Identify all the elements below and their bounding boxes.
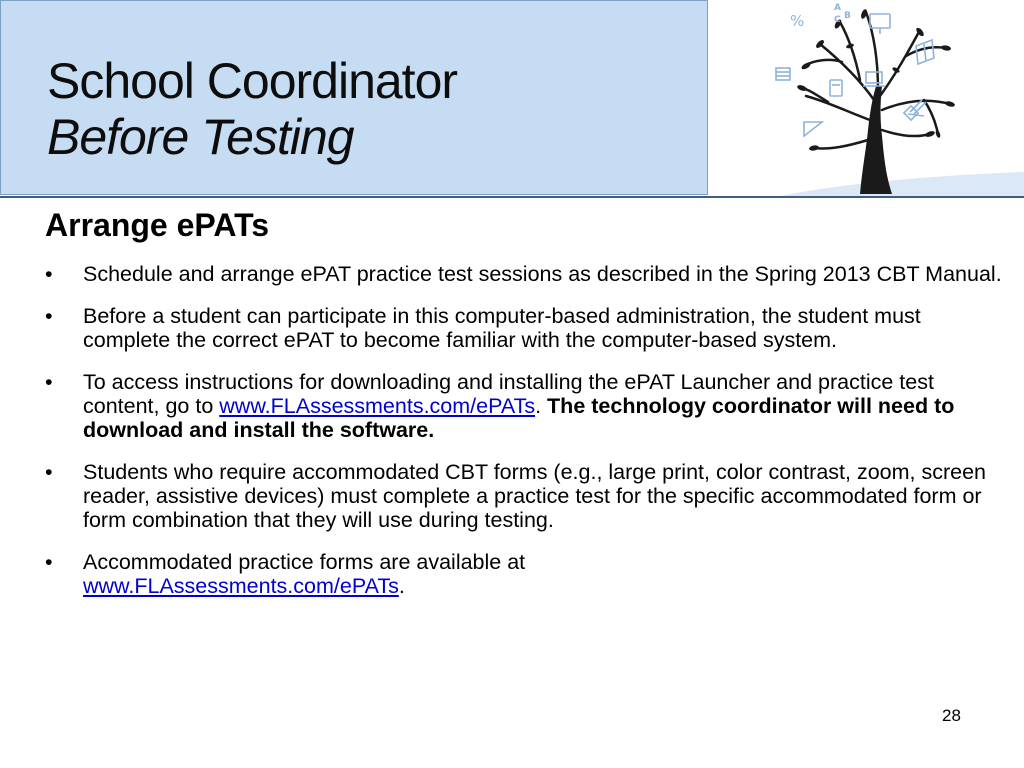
epats-link[interactable]: www.FLAssessments.com/ePATs [219, 394, 536, 418]
list-item [45, 370, 1005, 442]
laptop-icon [866, 72, 882, 83]
svg-text:C: C [834, 15, 841, 25]
ground-swoosh-icon [780, 172, 1024, 196]
section-heading: Arrange ePATs [45, 207, 270, 243]
bullet-text-separator: . [535, 394, 548, 418]
tree-illustration [710, 0, 1024, 196]
header-title-panel [0, 0, 708, 195]
bullet-list [45, 262, 1005, 616]
bullet-text: Schedule and arrange ePAT practice test sessions as described in the Spring 2013 CBT Manual. [83, 262, 1002, 286]
slide-header [0, 0, 1024, 197]
page-number: 28 [942, 706, 961, 725]
bullet-glyph: • [45, 304, 53, 328]
bullet-text: Accommodated practice forms are available at [83, 550, 526, 574]
header-divider [0, 196, 1024, 198]
bullet-text: To access instructions for downloading and installing the ePAT Launcher and practice test content, go to [83, 370, 934, 418]
slide-title: School Coordinator [47, 53, 458, 109]
list-item [45, 550, 1005, 598]
bullet-text: Students who require accommodated CBT forms (e.g., large print, color contrast, zoom, screen reader, assistive devices) must complete a practice test for the specific accommodated form or form combination that they will use during testing. [83, 460, 986, 532]
bullet-glyph: • [45, 460, 53, 484]
education-icons [776, 3, 934, 136]
svg-text:B: B [844, 11, 851, 21]
epats-link[interactable]: www.FLAssessments.com/ePATs [83, 574, 399, 598]
bullet-text: Before a student can participate in this computer-based administration, the student must complete the correct ePAT to become familiar with the computer-based system. [83, 304, 921, 352]
bullet-bold-note: The technology coordinator will need to download and install the software. [83, 394, 955, 442]
slide-subtitle: Before Testing [47, 109, 354, 165]
books-stack-icon [776, 68, 790, 80]
bullet-glyph: • [45, 262, 53, 286]
svg-text:A: A [834, 3, 841, 13]
bullet-glyph: • [45, 370, 53, 394]
bullet-text-end: . [398, 574, 405, 598]
list-item [45, 262, 1005, 286]
list-item [45, 304, 1005, 352]
list-item [45, 460, 1005, 532]
education-tree-icon [710, 0, 1024, 196]
calculator-icon [830, 80, 842, 96]
triangle-ruler-icon [804, 122, 822, 136]
chalkboard-icon [870, 14, 890, 28]
percent-icon: % [790, 12, 805, 30]
bullet-glyph: • [45, 550, 53, 574]
